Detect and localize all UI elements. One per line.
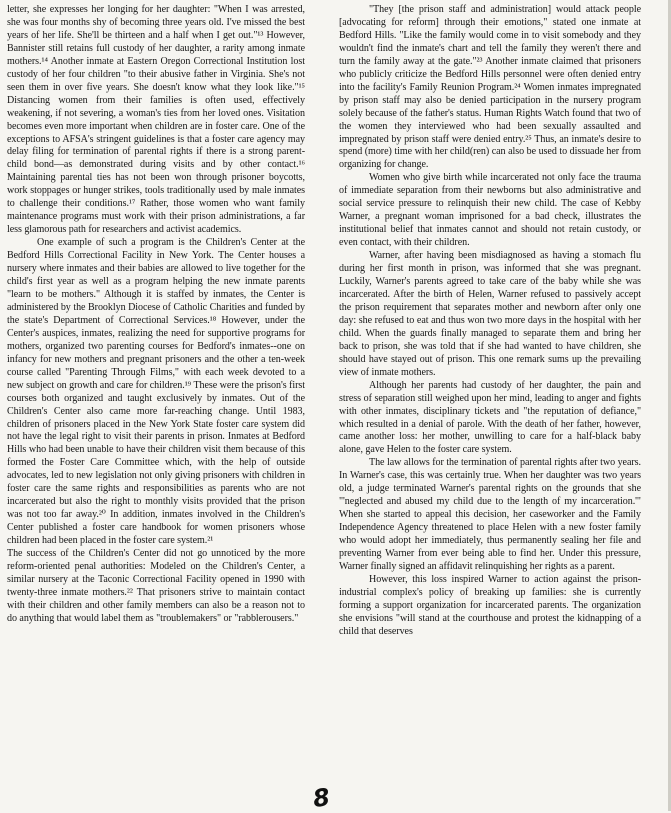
paragraph: One example of such a program is the Children's Center at the Bedford Hills Correctional Facility in New York. The Center houses a nursery where inmates and their babies are allowed to live together for the child's first year as well as a program helping the new inmate parents "learn to be mothers." Although it is staffed by inmates, the Center is administered by the Brooklyn Diocese of Catholic Charities and funded by the state's Department of Correctional Services.¹⁸ However, under the Center's auspices, inmates, realizing the need for supportive programs for mothers, organized two parenting courses for Bedford's inmates--one on infancy for new mothers and pregnant prisoners and the other a ten-week course called "Parenting Through Films," with each week devoted to a new subject on growth and care for children.¹⁹ These were the prison's first courses both organized and taught exclusively by inmates. Out of the Children's Center also came more far-reaching change. Until 1983, children of prisoners placed in the New York State foster care system did not have the legal right to visit their parents in prison. Inmates at Bedford Hills who had been unable to have their children visit them because of this formed the Foster Care Committee which, with the help of outside advocates, led to new legislation not only giving prisoners with children in foster care the same rights and responsibilities as parents who are not incarcerated but also the right to monthly visits provided that the prison was not too far away.²⁰ In addition, inmates involved in the Children's Center published a foster care handbook for women prisoners whose children had been placed in the foster care system.²¹ (7, 237, 305, 547)
paragraph: letter, she expresses her longing for her daughter: "When I was arrested, she was four months shy of becoming three years old. I've missed the best years of her life. She'll be thirteen and a half when I get out."¹³ However, Bannister still retains full custody of her daughter, a rarity among inmate mothers.¹⁴ Another inmate at Eastern Oregon Correctional Institution lost custody of her four children "to their abusive father in Virginia. She's not seen them in over five years. She doesn't know what they look like."¹⁵ Distancing women from their families is often used, effectively weakening, if not severing, a woman's ties from her loved ones. Visitation becomes even more important when children are in foster care. One of the exceptions to AFSA's stringent guidelines is that a foster care agency may delay filing for termination of parental rights if there is a strong parent-child bond—as demonstrated during visits and by other contact.¹⁶ Maintaining parental ties has not been won through prisoner boycotts, work stoppages or hunger strikes, tools traditionally used by male inmates to challenge their conditions.¹⁷ Rather, those women who want family maintenance programs must work with their prison administrations, a far less glamorous path for researchers and activist academics. (7, 4, 305, 236)
paragraph: Warner, after having been misdiagnosed as having a stomach flu during her first month in prison, was informed that she was pregnant. Luckily, Warner's parents agreed to take care of the baby while she was incarcerated. After the birth of Helen, Warner refused to passively accept the prison requirement that separates mother and newborn after only one day: she refused to eat and thus won two more days in the hospital with her child. When the guards finally managed to separate them and bring her back to prison, she was told that if she had wanted to have children, she should have stayed out of prison. This one remark sums up the prevailing view of inmate mothers. (339, 250, 641, 378)
paragraph: However, this loss inspired Warner to action against the prison-industrial complex's policy of breaking up families: she is currently forming a support organization for incarcerated parents. The organization she envisions "will stand at the courthouse and protest the kidnapping of a child that deserves (339, 573, 641, 637)
paragraph: The success of the Children's Center did not go unnoticed by the more reform-oriented penal authorities: Modeled on the Children's Center, a similar nursery at the Taconic Correctional Facility opened in 1990 with twenty-three inmate mothers.²² That prisoners strive to maintain contact with their children and other family members can also be a reason not to do anything that would label them as "troublemakers" or "rabblerousers." (7, 548, 305, 624)
paragraph: The law allows for the termination of parental rights after two years. In Warner's case, this was certainly true. When her daughter was two years old, a judge terminated Warner's parental rights on the grounds that she "'neglected and abused my child due to the length of my incarceration.'" When she started to appeal this decision, her caseworker and the Family Independence Agency threatened to place Helen with a new foster family who would adopt her immediately, thus permanently sealing her file and preventing Warner from ever being able to find her. Under this pressure, Warner finally signed an affidavit relinquishing her rights as a parent. (339, 457, 641, 572)
right-column (339, 4, 641, 639)
paragraph: "They [the prison staff and administration] would attack people [advocating for reform] through their emotions," stated one inmate at Bedford Hills. "Like the family would come in to visit somebody and they wouldn't find the inmate's chart and tell the family they weren't there and turn the family away at the gate."²³ Another inmate claimed that prisoners who publicly criticize the Bedford Hills personnel were often denied entry into the facility's Family Reunion Program.²⁴ Women inmates impregnated by prison staff may also be denied participation in the nursery program solely because of the father's status. Human Rights Watch found that two of the women they interviewed who had been sexually assaulted and impregnated by prison staff were denied entry.²⁵ Thus, an inmate's desire to spend (more) time with her child(ren) can also be used to dissuade her from organizing for change. (339, 4, 641, 171)
left-column (7, 4, 305, 626)
page-number: 8 (311, 782, 332, 813)
paragraph: Women who give birth while incarcerated not only face the trauma of immediate separation from their newborns but also administrative and social service pressure to relinquish their new child. The case of Kebby Warner, a pregnant woman imprisoned for a bad check, illustrates the institutional belief that inmates cannot and should not retain custody, or even contact, with their children. (339, 172, 641, 249)
paragraph: Although her parents had custody of her daughter, the pain and stress of separation still weighed upon her mind, leading to anger and fights with other inmates, disciplinary tickets and "the reputation of defiance," which resulted in a denial of parole. With the death of her father, however, came another loss: her mother, unwilling to care for a half-black baby alone, gave Helen to the foster care system. (339, 379, 641, 456)
